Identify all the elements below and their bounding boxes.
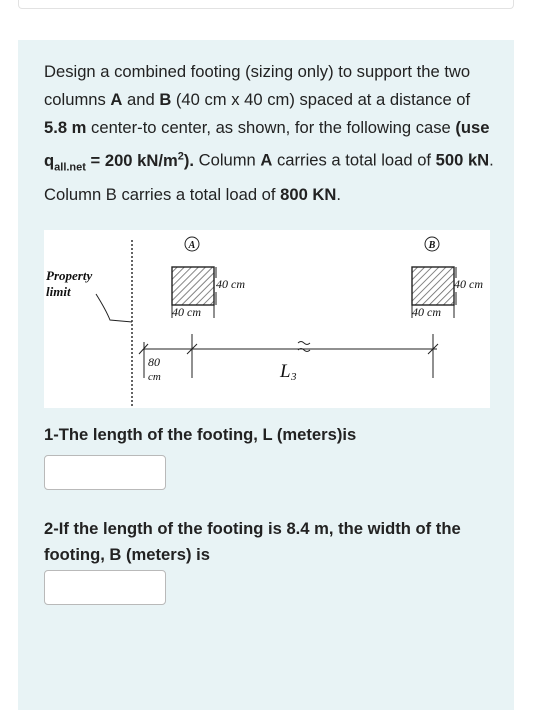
- footing-sketch: [44, 230, 490, 408]
- answer-input-2[interactable]: [44, 570, 166, 605]
- length-label: L: [280, 361, 291, 382]
- footing-diagram: [44, 230, 490, 408]
- break-symbol: [298, 342, 310, 352]
- column-a-side-dim: 40 cm: [216, 277, 245, 291]
- length-subscript: 3: [291, 371, 297, 383]
- column-b-letter: B: [428, 240, 436, 251]
- offset-value: 80: [148, 355, 160, 369]
- property-label-line2: limit: [46, 284, 71, 299]
- question-2: 2-If the length of the footing is 8.4 m, the width of the footing, B (meters) is: [44, 519, 461, 564]
- question-1: 1-The length of the footing, L (meters)is: [44, 425, 357, 444]
- question-card: [18, 40, 514, 710]
- column-b-bottom-dim: 40 cm: [412, 305, 441, 319]
- column-a-bottom-dim: 40 cm: [172, 305, 201, 319]
- top-frame: [18, 0, 514, 9]
- problem-statement: Design a combined footing (sizing only) to support the two columns A and B (40 cm x 40 cm) spaced at a distance of 5.8 m center-to center, as shown, for the following case (use $q_{all.net} = 200$ $kN/m^2$). Column A carries a total load of 500 kN. Column B carries a total load of 800 KN.: [44, 62, 494, 204]
- property-label-line1: Property: [46, 268, 93, 283]
- column-b: [412, 267, 454, 305]
- column-b-side-dim: 40 cm: [454, 277, 483, 291]
- column-a: [172, 267, 214, 305]
- property-leader: [96, 294, 132, 322]
- answer-input-1[interactable]: [44, 455, 166, 490]
- offset-unit: cm: [148, 371, 161, 383]
- column-a-letter: A: [188, 240, 196, 251]
